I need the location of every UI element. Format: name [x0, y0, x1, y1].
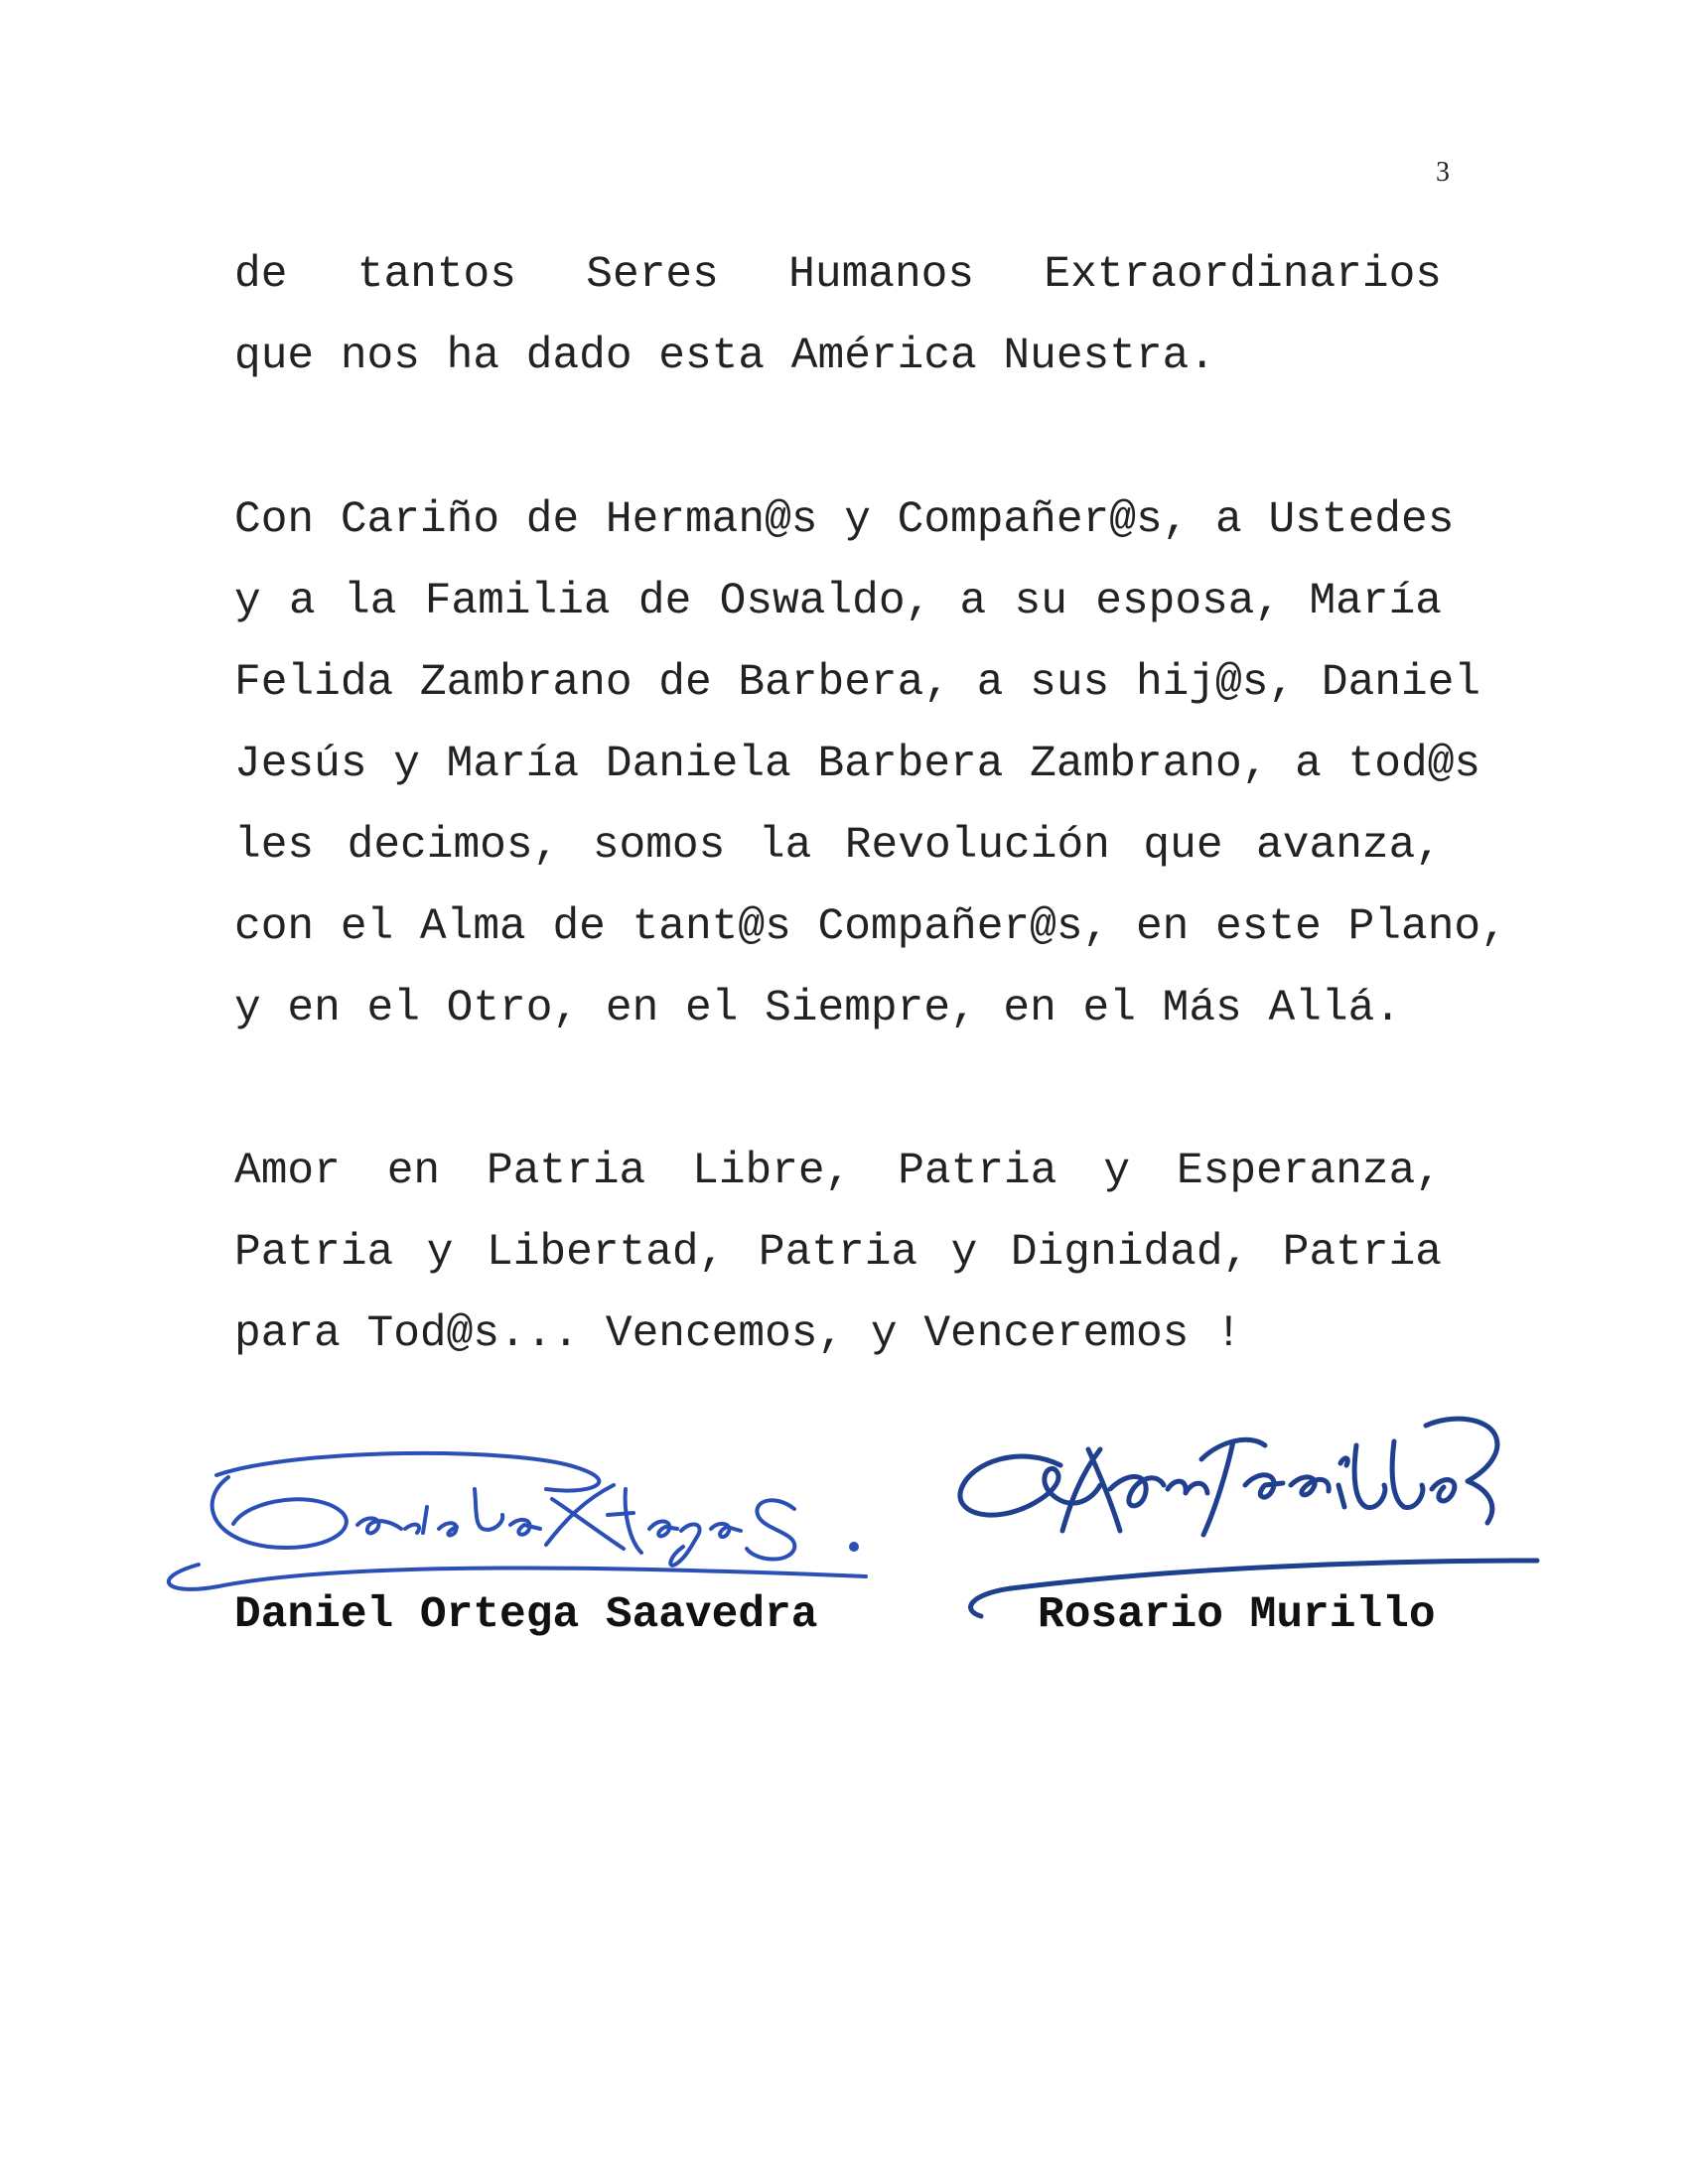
- paragraph-2: [234, 479, 1507, 1049]
- text-line: Patria y Libertad, Patria y Dignidad, Patria: [234, 1228, 1442, 1278]
- signature-rosario-murillo: [951, 1386, 1547, 1624]
- text-line: Jesús y María Daniela Barbera Zambrano, a tod@s: [234, 740, 1481, 789]
- paragraph-1: [234, 234, 1442, 397]
- signer-name-daniel-ortega: Daniel Ortega Saavedra: [234, 1590, 818, 1640]
- signer-name-rosario-murillo: Rosario Murillo: [1038, 1590, 1436, 1640]
- text-line: que nos ha dado esta América Nuestra.: [234, 332, 1216, 381]
- page-number: 3: [1436, 157, 1450, 188]
- text-line: Felida Zambrano de Barbera, a sus hij@s, Daniel: [234, 658, 1481, 708]
- text-line: Con Cariño de Herman@s y Compañer@s, a Ustedes: [234, 495, 1455, 545]
- text-line: para Tod@s... Vencemos, y Venceremos !: [234, 1309, 1242, 1359]
- handwritten-signature-icon: [951, 1386, 1547, 1624]
- text-line: de tantos Seres Humanos Extraordinarios: [234, 250, 1442, 300]
- paragraph-3: [234, 1131, 1442, 1375]
- handwritten-signature-icon: [159, 1430, 894, 1598]
- text-line: con el Alma de tant@s Compañer@s, en este Plano,: [234, 902, 1507, 952]
- signature-daniel-ortega: [159, 1430, 894, 1598]
- text-line: y a la Familia de Oswaldo, a su esposa, María: [234, 577, 1442, 626]
- text-line: Amor en Patria Libre, Patria y Esperanza,: [234, 1147, 1442, 1196]
- text-line: les decimos, somos la Revolución que avanza,: [234, 821, 1442, 871]
- text-line: y en el Otro, en el Siempre, en el Más Allá.: [234, 984, 1401, 1033]
